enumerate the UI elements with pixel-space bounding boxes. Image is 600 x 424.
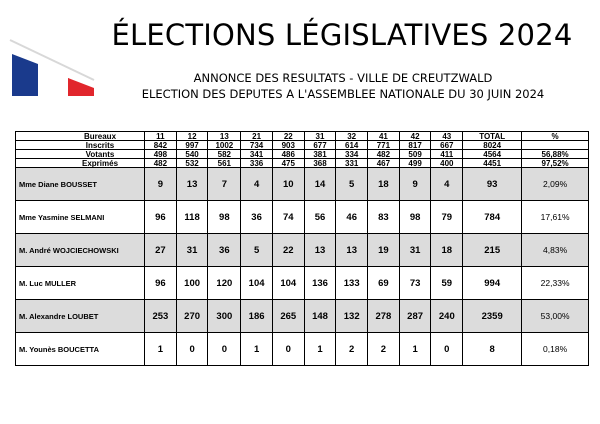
candidate-vote-cell: 14	[304, 168, 336, 201]
candidate-vote-cell: 148	[304, 300, 336, 333]
header-value-cell: 42	[399, 132, 431, 141]
candidate-vote-cell: 7	[208, 168, 241, 201]
candidate-vote-cell: 18	[431, 234, 463, 267]
candidate-vote-cell: 253	[145, 300, 177, 333]
flag-blue-band	[12, 54, 38, 96]
candidate-total-cell: 994	[463, 267, 522, 300]
candidate-vote-cell: 1	[304, 333, 336, 366]
header-value-cell: 997	[176, 141, 208, 150]
header-pct-cell: 56,88%	[522, 150, 589, 159]
header-row	[16, 150, 589, 159]
header-value-cell: 614	[336, 141, 368, 150]
header-value-cell: 903	[272, 141, 304, 150]
candidate-vote-cell: 1	[241, 333, 273, 366]
header-value-cell: 31	[304, 132, 336, 141]
header-value-cell: 667	[431, 141, 463, 150]
header-total-cell: 8024	[463, 141, 522, 150]
header-value-cell: 11	[145, 132, 177, 141]
candidate-vote-cell: 100	[176, 267, 208, 300]
header-value-cell: 400	[431, 159, 463, 168]
header-value-cell: 842	[145, 141, 177, 150]
candidate-vote-cell: 265	[272, 300, 304, 333]
header-value-cell: 336	[241, 159, 273, 168]
header-value-cell: 540	[176, 150, 208, 159]
candidate-vote-cell: 13	[304, 234, 336, 267]
candidate-vote-cell: 22	[272, 234, 304, 267]
candidate-pct-cell: 53,00%	[522, 300, 589, 333]
header-value-cell: 475	[272, 159, 304, 168]
candidate-vote-cell: 1	[145, 333, 177, 366]
candidate-vote-cell: 18	[368, 168, 400, 201]
header-value-cell: 677	[304, 141, 336, 150]
candidate-vote-cell: 0	[431, 333, 463, 366]
candidate-vote-cell: 0	[176, 333, 208, 366]
candidate-vote-cell: 120	[208, 267, 241, 300]
candidate-name: Mme Yasmine SELMANI	[16, 201, 145, 234]
header-value-cell: 817	[399, 141, 431, 150]
header-value-cell: 1002	[208, 141, 241, 150]
candidate-vote-cell: 36	[208, 234, 241, 267]
candidate-vote-cell: 2	[368, 333, 400, 366]
header-label: Exprimés	[16, 159, 145, 168]
header-label: Inscrits	[16, 141, 145, 150]
header-value-cell: 22	[272, 132, 304, 141]
header-pct-cell: %	[522, 132, 589, 141]
candidate-vote-cell: 74	[272, 201, 304, 234]
candidate-total-cell: 215	[463, 234, 522, 267]
candidate-vote-cell: 19	[368, 234, 400, 267]
flag-white-band	[38, 64, 68, 96]
header-label: Bureaux	[16, 132, 145, 141]
candidate-vote-cell: 118	[176, 201, 208, 234]
candidate-vote-cell: 98	[399, 201, 431, 234]
candidate-vote-cell: 4	[241, 168, 273, 201]
candidate-vote-cell: 9	[399, 168, 431, 201]
candidate-total-cell: 784	[463, 201, 522, 234]
subtitle-election: ELECTION DES DEPUTES A L'ASSEMBLEE NATIONALE DU 30 JUIN 2024	[141, 87, 545, 101]
candidate-vote-cell: 56	[304, 201, 336, 234]
candidate-vote-cell: 0	[208, 333, 241, 366]
page-title: ÉLECTIONS LÉGISLATIVES 2024	[111, 18, 573, 52]
header-value-cell: 532	[176, 159, 208, 168]
candidate-total-cell: 93	[463, 168, 522, 201]
header-value-cell: 582	[208, 150, 241, 159]
header-value-cell: 41	[368, 132, 400, 141]
header-value-cell: 499	[399, 159, 431, 168]
candidate-vote-cell: 300	[208, 300, 241, 333]
candidate-vote-cell: 96	[145, 201, 177, 234]
candidate-vote-cell: 59	[431, 267, 463, 300]
header-row	[16, 141, 589, 150]
candidate-vote-cell: 13	[176, 168, 208, 201]
candidate-vote-cell: 104	[241, 267, 273, 300]
candidate-vote-cell: 0	[272, 333, 304, 366]
header-total-cell: 4564	[463, 150, 522, 159]
header-label: Votants	[16, 150, 145, 159]
header-value-cell: 498	[145, 150, 177, 159]
candidate-total-cell: 2359	[463, 300, 522, 333]
results-table	[15, 131, 589, 366]
candidate-vote-cell: 9	[145, 168, 177, 201]
candidate-pct-cell: 17,61%	[522, 201, 589, 234]
header-value-cell: 411	[431, 150, 463, 159]
table-row	[16, 168, 589, 201]
header-value-cell: 771	[368, 141, 400, 150]
flag-red-band-wave	[68, 78, 94, 96]
header-value-cell: 368	[304, 159, 336, 168]
candidate-vote-cell: 5	[241, 234, 273, 267]
header-value-cell: 561	[208, 159, 241, 168]
candidate-vote-cell: 270	[176, 300, 208, 333]
candidate-vote-cell: 96	[145, 267, 177, 300]
header-total-cell: TOTAL	[463, 132, 522, 141]
header-value-cell: 12	[176, 132, 208, 141]
header-value-cell: 734	[241, 141, 273, 150]
candidate-vote-cell: 31	[399, 234, 431, 267]
header-value-cell: 331	[336, 159, 368, 168]
header-value-cell: 334	[336, 150, 368, 159]
candidate-vote-cell: 46	[336, 201, 368, 234]
candidate-vote-cell: 5	[336, 168, 368, 201]
candidate-vote-cell: 287	[399, 300, 431, 333]
table-row	[16, 300, 589, 333]
candidate-vote-cell: 133	[336, 267, 368, 300]
candidate-vote-cell: 83	[368, 201, 400, 234]
candidate-pct-cell: 4,83%	[522, 234, 589, 267]
header-pct-cell	[522, 141, 589, 150]
header-value-cell: 341	[241, 150, 273, 159]
header-value-cell: 482	[145, 159, 177, 168]
candidate-name: M. Younès BOUCETTA	[16, 333, 145, 366]
candidate-vote-cell: 79	[431, 201, 463, 234]
candidate-name: M. Alexandre LOUBET	[16, 300, 145, 333]
candidate-vote-cell: 13	[336, 234, 368, 267]
candidate-pct-cell: 2,09%	[522, 168, 589, 201]
table-row	[16, 201, 589, 234]
header-value-cell: 43	[431, 132, 463, 141]
candidate-vote-cell: 136	[304, 267, 336, 300]
candidate-pct-cell: 0,18%	[522, 333, 589, 366]
header-value-cell: 482	[368, 150, 400, 159]
candidate-vote-cell: 104	[272, 267, 304, 300]
header-value-cell: 467	[368, 159, 400, 168]
header-row	[16, 159, 589, 168]
candidate-name: Mme Diane BOUSSET	[16, 168, 145, 201]
candidate-vote-cell: 10	[272, 168, 304, 201]
table-row	[16, 333, 589, 366]
header-value-cell: 509	[399, 150, 431, 159]
header-pct-cell: 97,52%	[522, 159, 589, 168]
candidate-vote-cell: 132	[336, 300, 368, 333]
candidate-vote-cell: 36	[241, 201, 273, 234]
french-flag-icon	[8, 34, 96, 98]
header-value-cell: 486	[272, 150, 304, 159]
candidate-vote-cell: 240	[431, 300, 463, 333]
header-value-cell: 32	[336, 132, 368, 141]
candidate-vote-cell: 278	[368, 300, 400, 333]
header-total-cell: 4451	[463, 159, 522, 168]
subtitle-announcement: ANNONCE DES RESULTATS - VILLE DE CREUTZWALD	[193, 71, 493, 85]
header-value-cell: 21	[241, 132, 273, 141]
header-value-cell: 381	[304, 150, 336, 159]
table-row	[16, 267, 589, 300]
candidate-vote-cell: 69	[368, 267, 400, 300]
header-row	[16, 132, 589, 141]
candidate-vote-cell: 98	[208, 201, 241, 234]
header-value-cell: 13	[208, 132, 241, 141]
candidate-name: M. Luc MULLER	[16, 267, 145, 300]
candidate-vote-cell: 4	[431, 168, 463, 201]
candidate-total-cell: 8	[463, 333, 522, 366]
candidate-vote-cell: 1	[399, 333, 431, 366]
candidate-vote-cell: 31	[176, 234, 208, 267]
candidate-vote-cell: 73	[399, 267, 431, 300]
candidate-name: M. André WOJCIECHOWSKI	[16, 234, 145, 267]
candidate-vote-cell: 2	[336, 333, 368, 366]
table-row	[16, 234, 589, 267]
candidate-pct-cell: 22,33%	[522, 267, 589, 300]
candidate-vote-cell: 186	[241, 300, 273, 333]
candidate-vote-cell: 27	[145, 234, 177, 267]
